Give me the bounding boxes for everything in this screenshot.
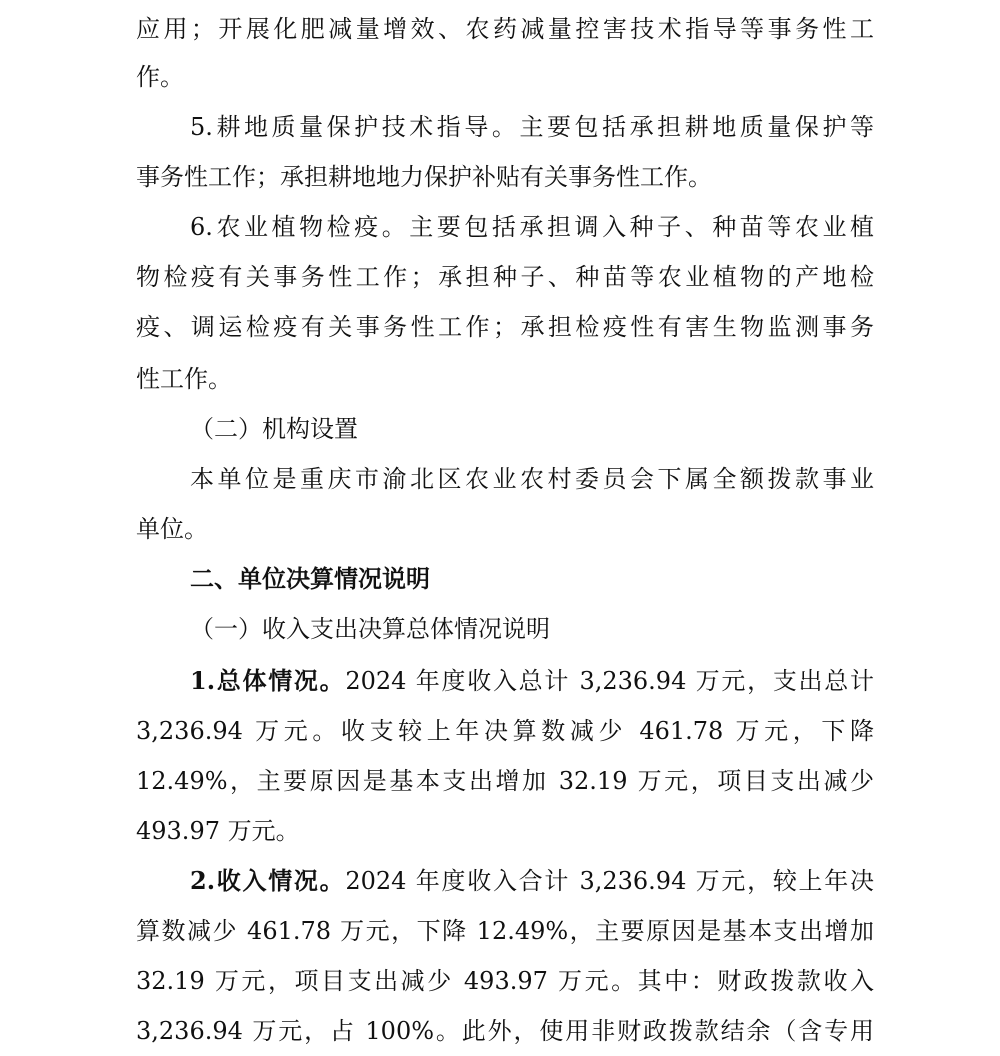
paragraph-first-line (190, 664, 874, 698)
paragraph-text: 2024 年度收入总计 3,236.94 万元，支出总计 (345, 667, 874, 695)
chapter-heading: 二、单位决算情况说明 (190, 564, 430, 593)
text-line: 算数减少 461.78 万元，下降 12.49%，主要原因是基本支出增加 (136, 917, 874, 945)
paragraph-lead: 2.收入情况。 (190, 866, 346, 895)
text-line: 疫、调运检疫有关事务性工作；承担检疫性有害生物监测事务 (136, 313, 874, 341)
paragraph-lead: 1.总体情况。 (190, 666, 346, 695)
paragraph-first-line (190, 864, 874, 898)
text-line: 6.农业植物检疫。主要包括承担调入种子、种苗等农业植 (190, 213, 874, 241)
text-line: 事务性工作；承担耕地地力保护补贴有关事务性工作。 (136, 163, 712, 191)
text-line: 12.49%，主要原因是基本支出增加 32.19 万元，项目支出减少 (136, 767, 874, 795)
text-line: 5.耕地质量保护技术指导。主要包括承担耕地质量保护等 (190, 113, 874, 141)
text-line: 单位。 (136, 515, 208, 543)
text-line: 32.19 万元，项目支出减少 493.97 万元。其中：财政拨款收入 (136, 967, 874, 995)
section-heading: （二）机构设置 (190, 415, 358, 443)
text-line: 本单位是重庆市渝北区农业农村委员会下属全额拨款事业 (190, 465, 874, 493)
text-line: 作。 (136, 63, 184, 91)
text-line: 性工作。 (136, 365, 232, 393)
text-line: 应用；开展化肥减量增效、农药减量控害技术指导等事务性工 (136, 15, 874, 43)
paragraph-text: 2024 年度收入合计 3,236.94 万元，较上年决 (345, 867, 874, 895)
section-heading: （一）收入支出决算总体情况说明 (190, 615, 550, 643)
text-line: 3,236.94 万元，占 100%。此外，使用非财政拨款结余（含专用 (136, 1017, 874, 1045)
text-line: 493.97 万元。 (136, 817, 300, 845)
text-line: 3,236.94 万元。收支较上年决算数减少 461.78 万元，下降 (136, 717, 874, 745)
text-line: 物检疫有关事务性工作；承担种子、种苗等农业植物的产地检 (136, 263, 874, 291)
